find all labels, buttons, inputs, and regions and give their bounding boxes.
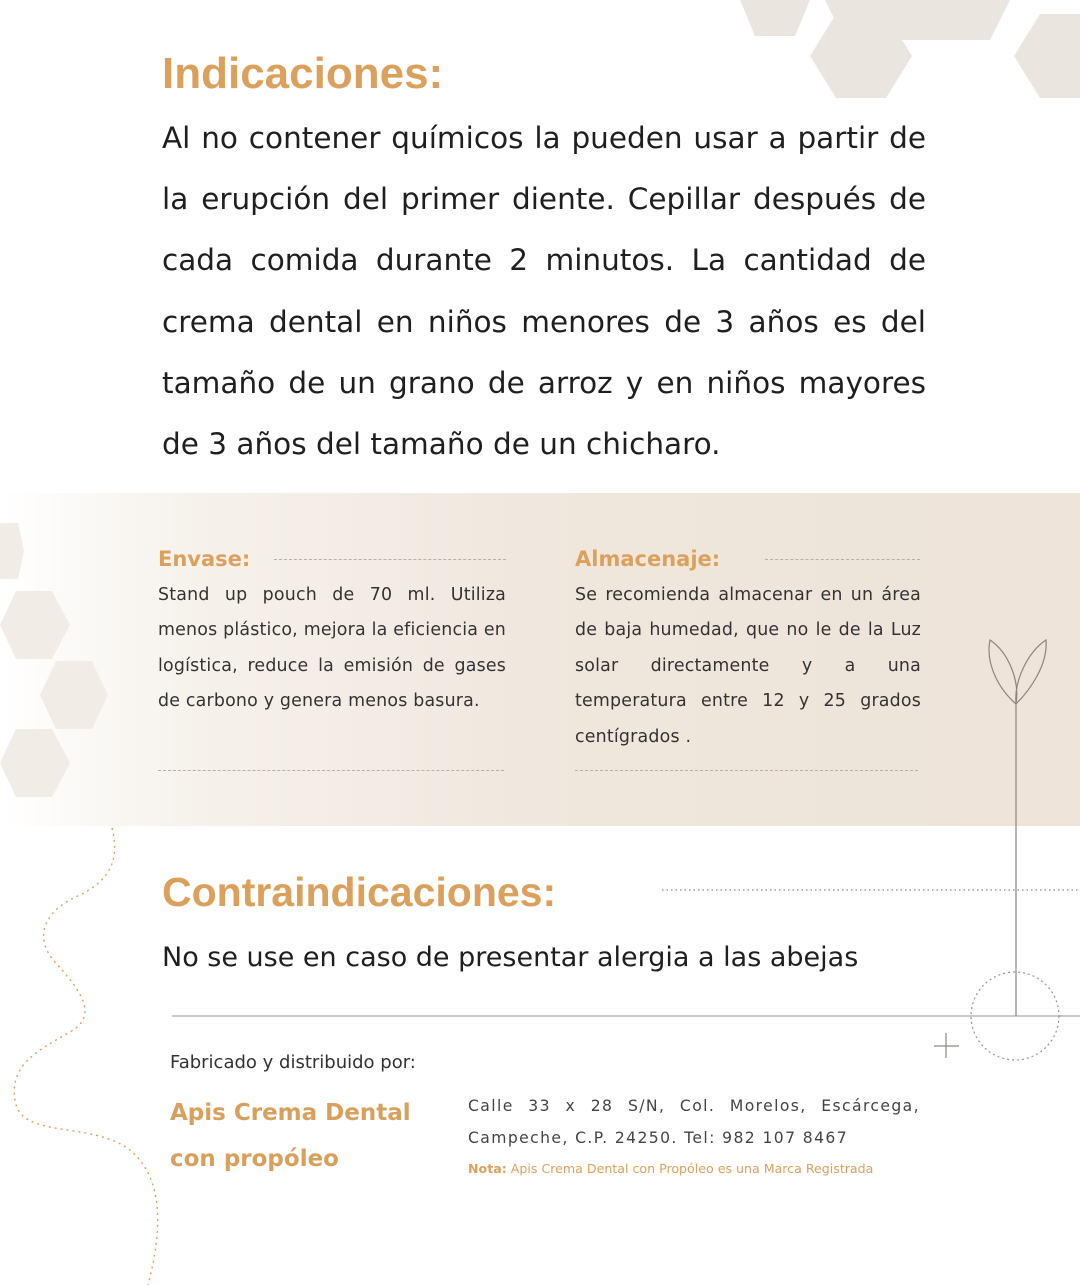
envase-bottom-divider — [158, 770, 504, 771]
hexagon-pattern-left — [0, 493, 140, 826]
almacenaje-title: Almacenaje: — [575, 547, 721, 571]
envase-title-divider — [274, 559, 506, 560]
dotted-circle — [971, 972, 1059, 1060]
almacenaje-bottom-divider — [575, 770, 918, 771]
hexagon-shape — [740, 0, 810, 36]
note — [468, 1160, 873, 1178]
hexagon-shape — [1014, 14, 1080, 98]
indicaciones-body: Al no contener químicos la pueden usar a partir de la erupción del primer diente. Cepillar después de cada comida durante 2 minutos. La cantidad de crema dental en niños menores de 3 años es del tamaño de un grano de arroz y en niños mayores de 3 años del tamaño de un chicharo. — [162, 121, 926, 462]
hexagon-shape — [0, 729, 70, 797]
almacenaje-title-divider — [765, 559, 920, 560]
contraindicaciones-body: No se use en caso de presentar alergia a las abejas — [162, 942, 859, 973]
dotted-curve-path — [14, 828, 157, 1285]
note-label: Nota: — [468, 1161, 507, 1176]
brand-name: Apis Crema Dental con propóleo — [170, 1100, 411, 1172]
hexagon-shape — [40, 661, 108, 729]
indicaciones-title: Indicaciones: — [162, 49, 444, 98]
hexagon-shape — [0, 523, 24, 579]
envase-title: Envase: — [158, 547, 251, 571]
fabricado-label: Fabricado y distribuido por: — [170, 1052, 416, 1073]
plus-icon — [934, 1033, 959, 1058]
note-text: Apis Crema Dental con Propóleo es una Marca Registrada — [510, 1161, 874, 1176]
info-band — [0, 493, 1080, 826]
address-text: Calle 33 x 28 S/N, Col. Morelos, Escárcega, Campeche, C.P. 24250. Tel: 982 107 8467 — [468, 1097, 920, 1147]
envase-body: Stand up pouch de 70 ml. Utiliza menos plástico, mejora la eficiencia en logística, reduce la emisión de gases de carbono y genera menos basura. — [158, 585, 506, 712]
hexagon-shape — [0, 591, 70, 659]
almacenaje-body: Se recomienda almacenar en un área de baja humedad, que no le de la Luz solar directamente y a una temperatura entre 12 y 25 grados centígrados . — [575, 585, 921, 747]
contraindicaciones-title: Contraindicaciones: — [162, 869, 557, 915]
